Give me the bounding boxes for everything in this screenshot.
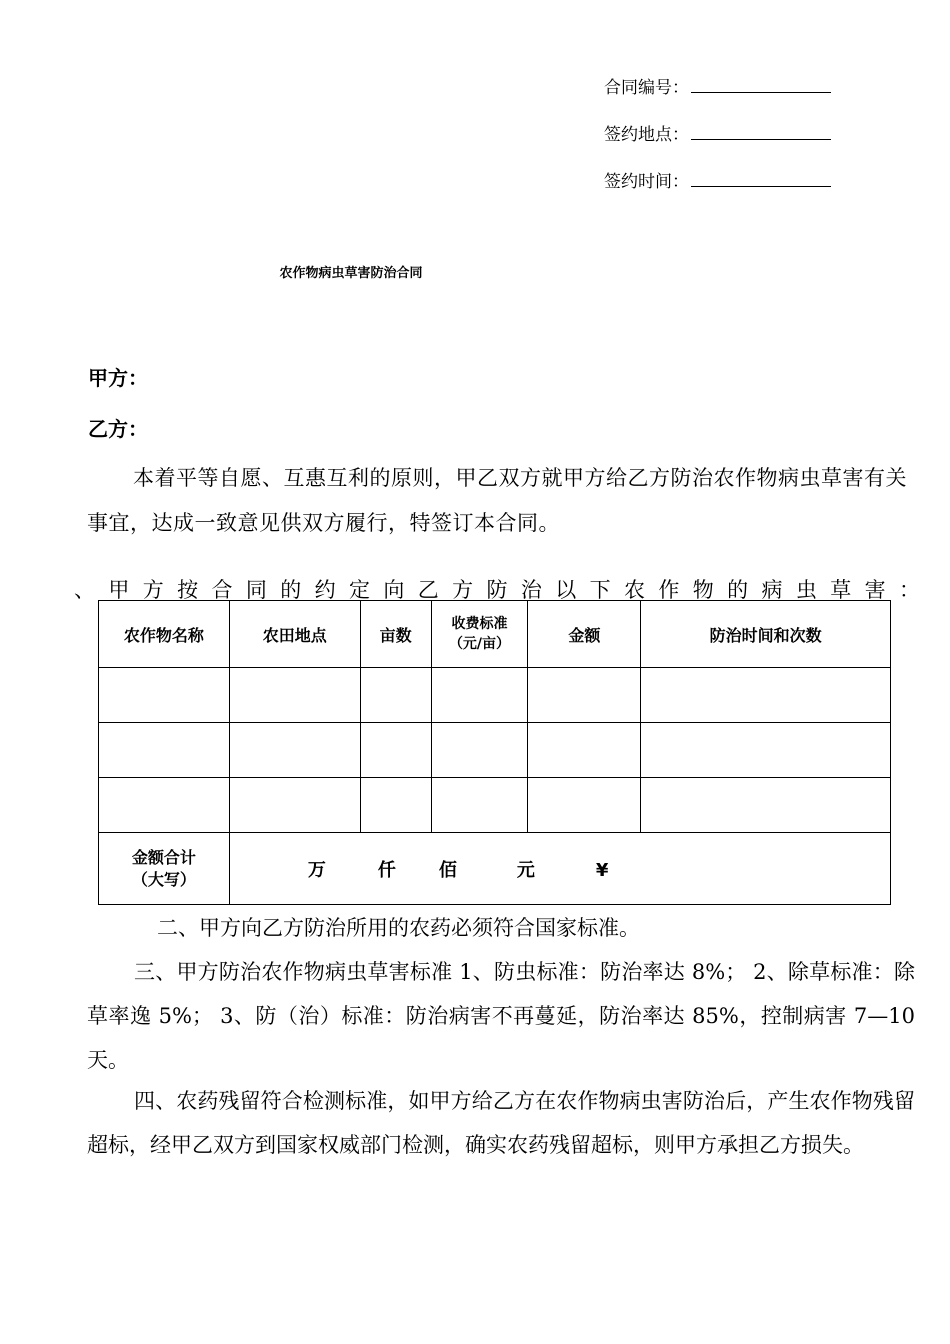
table-cell[interactable] (431, 778, 528, 833)
table-row (99, 668, 891, 723)
sign-place-row (604, 125, 831, 145)
header-fee-standard-line1: 收费标准 (451, 616, 508, 632)
total-label-line1: 金额合计 (131, 847, 196, 867)
unit-qian: 仟 (377, 859, 396, 881)
table-cell[interactable] (99, 778, 230, 833)
table-cell[interactable] (431, 723, 528, 778)
table-row (99, 723, 891, 778)
table-header-row (99, 601, 891, 668)
table-cell[interactable] (229, 723, 360, 778)
total-row (99, 833, 891, 905)
table-cell[interactable] (431, 668, 528, 723)
header-crop-name: 农作物名称 (99, 601, 230, 668)
total-label-line2: （大写） (131, 869, 196, 889)
unit-yuan: 元 (516, 859, 535, 881)
header-time-and-count: 防治时间和次数 (641, 601, 891, 668)
unit-wan: 万 (307, 859, 326, 881)
party-b-label: 乙方： (88, 417, 148, 441)
sign-time-blank[interactable] (691, 172, 831, 187)
total-label (99, 833, 230, 905)
table-cell[interactable] (229, 778, 360, 833)
table-cell[interactable] (360, 723, 431, 778)
contract-number-label: 合同编号： (604, 78, 689, 98)
clause-4: 四、农药残留符合检测标准，如甲方给乙方在农作物病虫害防治后，产生农作物残留超标，经甲乙双方到国家权威部门检测，确实农药残留超标，则甲方承担乙方损失。 (87, 1089, 915, 1157)
intro-paragraph: 本着平等自愿、互惠互利的原则，甲乙双方就甲方给乙方防治农作物病虫草害有关事宜，达成一致意见供双方履行，特签订本合同。 (87, 466, 907, 535)
sign-time-label: 签约时间： (604, 172, 689, 192)
header-acreage: 亩数 (360, 601, 431, 668)
clause-1: 、甲方按合同的约定向乙方防治以下农作物的病虫草害： (74, 578, 920, 602)
table-cell[interactable] (99, 723, 230, 778)
crop-table (98, 600, 891, 905)
unit-bai: 佰 (438, 859, 457, 881)
table-cell[interactable] (528, 723, 641, 778)
table-cell[interactable] (641, 668, 891, 723)
header-fee-standard-line2: （元/亩） (448, 636, 511, 652)
sign-time-row (604, 172, 831, 192)
party-a-label: 甲方： (88, 366, 148, 390)
table-cell[interactable] (641, 723, 891, 778)
contract-number-blank[interactable] (691, 78, 831, 93)
total-amount-field[interactable] (229, 833, 890, 905)
table-cell[interactable] (528, 778, 641, 833)
header-amount: 金额 (528, 601, 641, 668)
clause-2: 二、甲方向乙方防治所用的农药必须符合国家标准。 (157, 916, 640, 940)
table-cell[interactable] (99, 668, 230, 723)
clause-3: 三、甲方防治农作物病虫草害标准 1、防虫标准：防治率达 8%； 2、除草标准：除草率逸 5%； 3、防（治）标准：防治病害不再蔓延，防治率达 85%，控制病害 7—10 天。 (87, 960, 915, 1072)
table-row (99, 778, 891, 833)
header-fee-standard (431, 601, 528, 668)
table-cell[interactable] (229, 668, 360, 723)
yuan-symbol: ¥ (595, 859, 609, 881)
table-cell[interactable] (528, 668, 641, 723)
table-cell[interactable] (360, 668, 431, 723)
contract-number-row (604, 78, 831, 98)
table-cell[interactable] (360, 778, 431, 833)
sign-place-blank[interactable] (691, 125, 831, 140)
document-title: 农作物病虫草害防治合同 (279, 266, 423, 281)
sign-place-label: 签约地点： (604, 125, 689, 145)
table-cell[interactable] (641, 778, 891, 833)
header-field-location: 农田地点 (229, 601, 360, 668)
